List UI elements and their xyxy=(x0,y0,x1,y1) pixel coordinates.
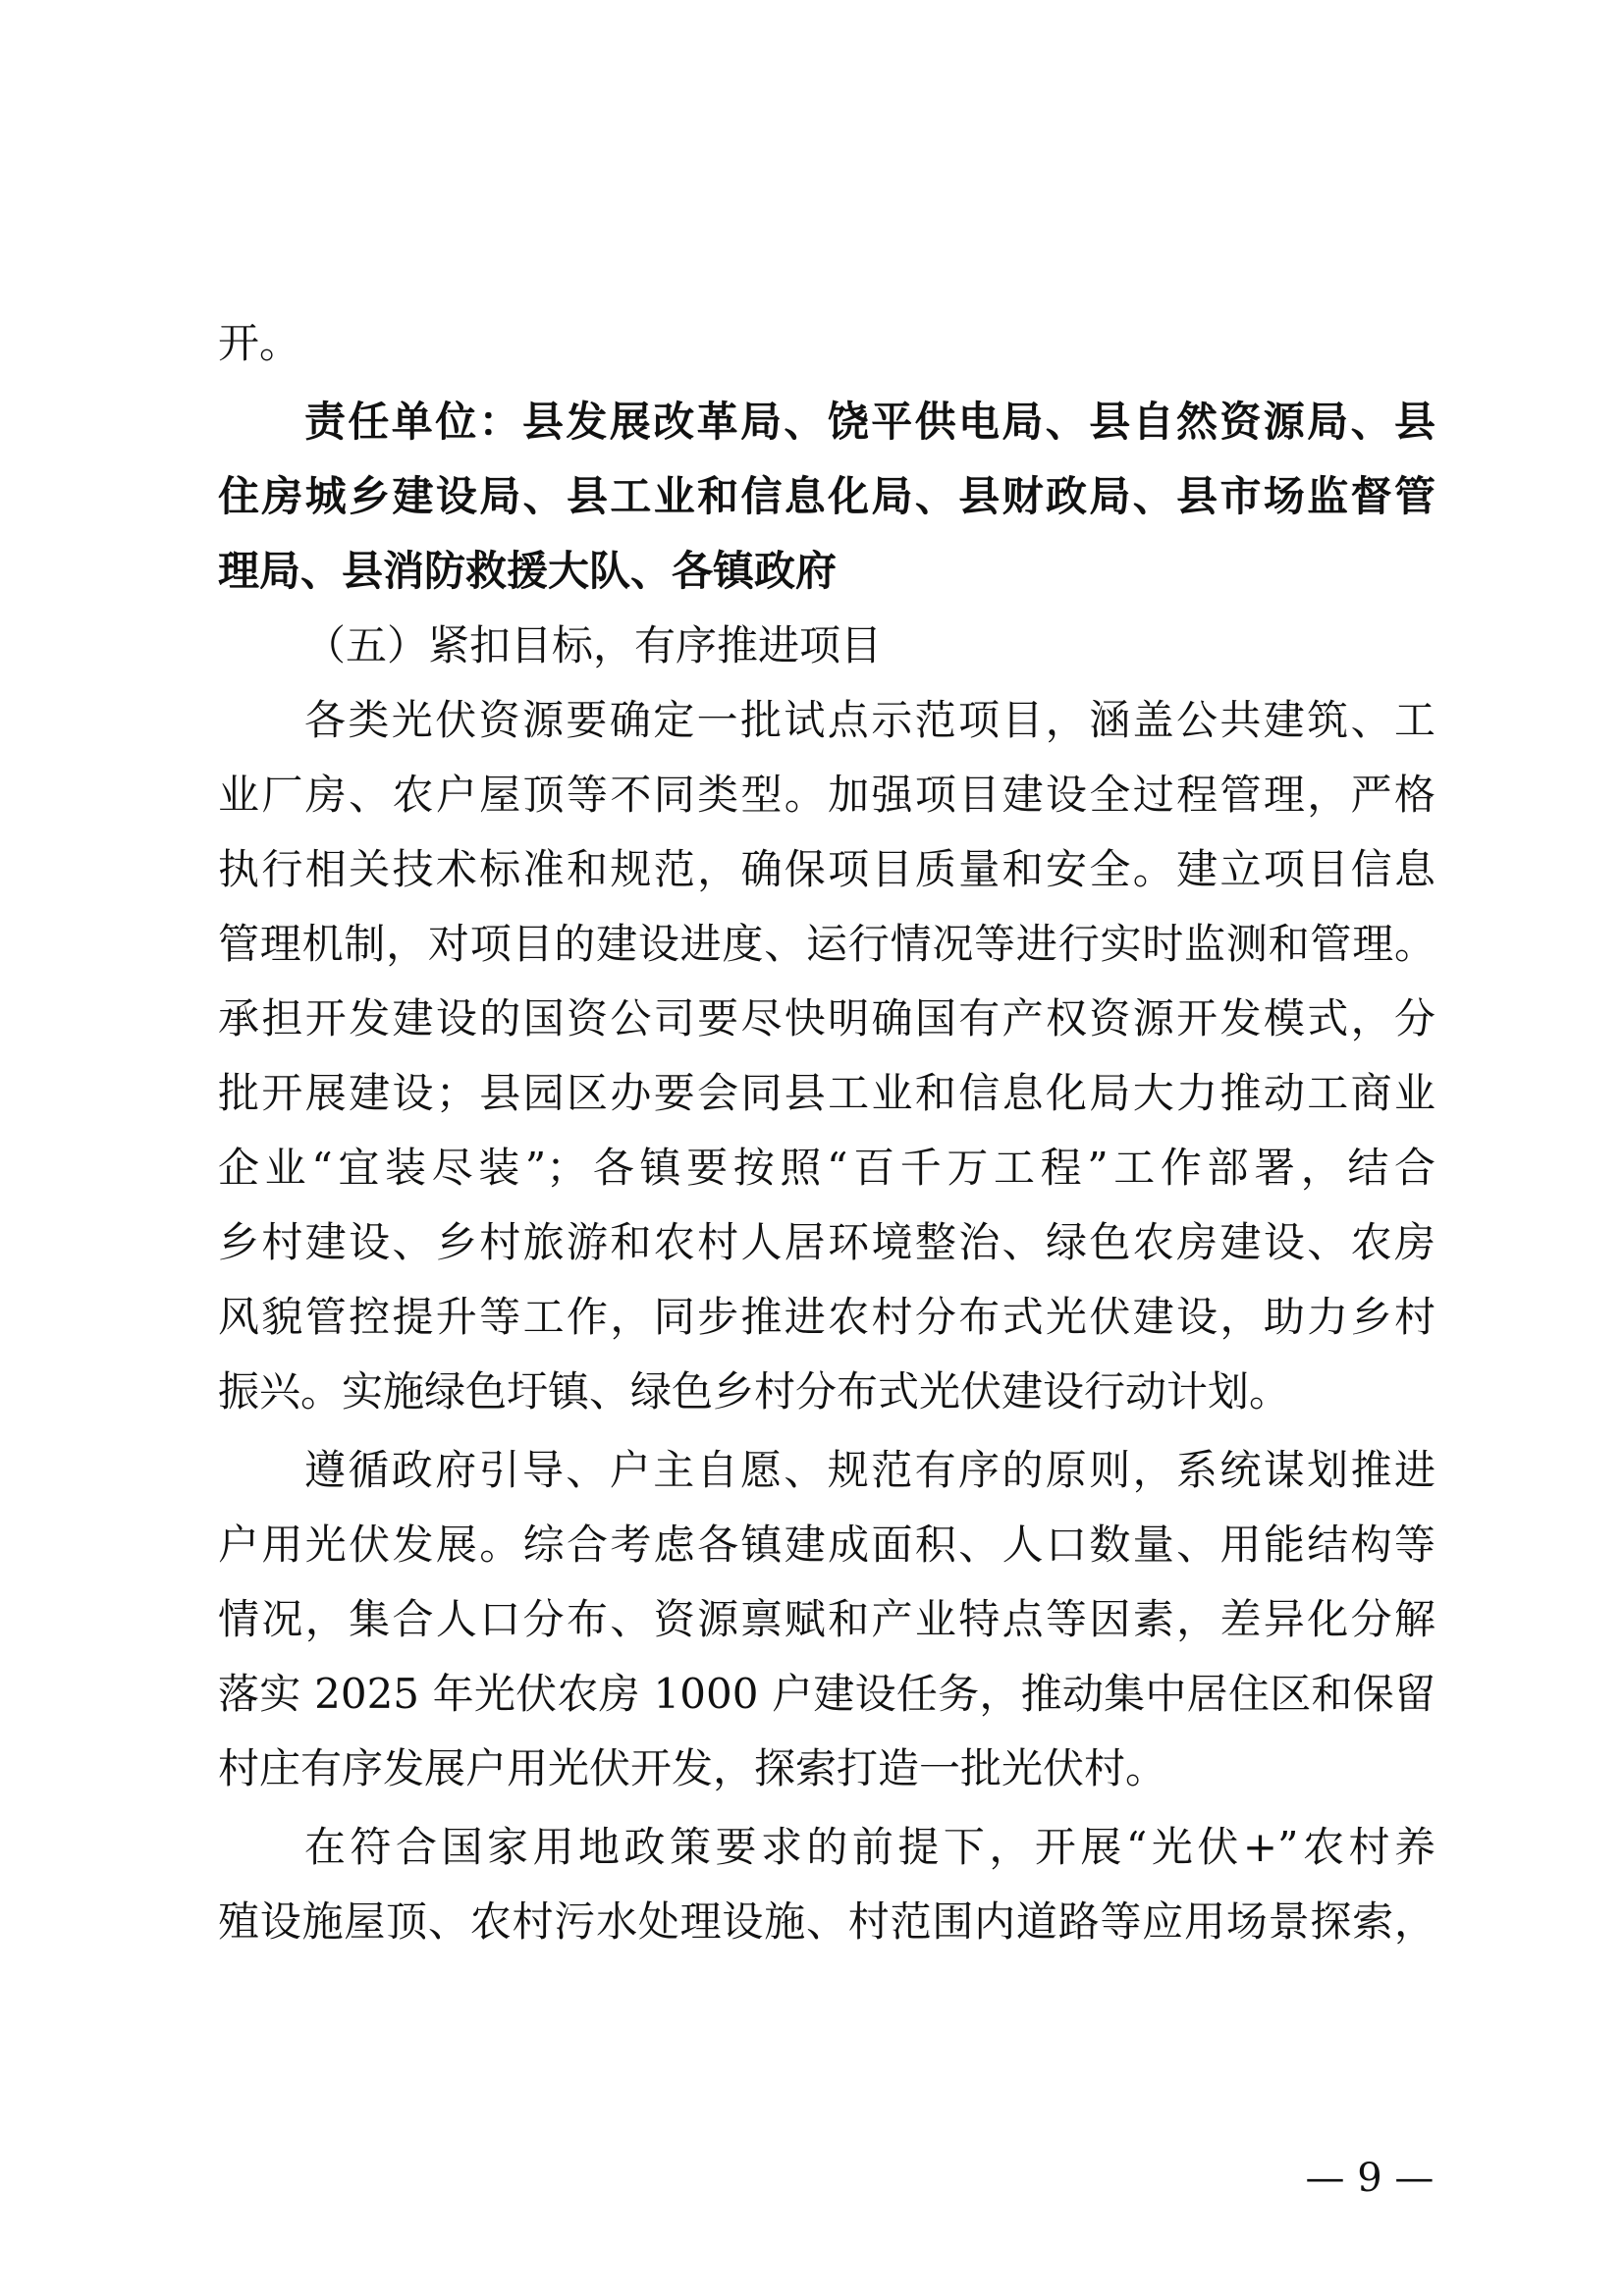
paragraph-line: 户用光伏发展。综合考虑各镇建成面积、人口数量、用能结构等 xyxy=(218,1521,1435,1569)
paragraph-line: 落实 2025 年光伏农房 1000 户建设任务，推动集中居住区和保留 xyxy=(218,1670,1435,1718)
paragraph-line: 批开展建设；县园区办要会同县工业和信息化局大力推动工商业 xyxy=(218,1069,1435,1117)
paragraph-line: 业厂房、农户屋顶等不同类型。加强项目建设全过程管理，严格 xyxy=(218,771,1435,819)
paragraph-line: 管理机制，对项目的建设进度、运行情况等进行实时监测和管理。 xyxy=(218,920,1435,968)
section-heading: （五）紧扣目标，有序推进项目 xyxy=(304,621,883,669)
paragraph-line: 企业“宜装尽装”；各镇要按照“百千万工程”工作部署，结合 xyxy=(218,1144,1435,1192)
intro-fragment: 开。 xyxy=(218,319,301,367)
paragraph-line: 风貌管控提升等工作，同步推进农村分布式光伏建设，助力乡村 xyxy=(218,1293,1435,1341)
paragraph-line: 遵循政府引导、户主自愿、规范有序的原则，系统谋划推进 xyxy=(304,1446,1435,1494)
paragraph-line: 在符合国家用地政策要求的前提下，开展“光伏+”农村养 xyxy=(304,1823,1435,1871)
responsibility-line: 责任单位：县发展改革局、饶平供电局、县自然资源局、县 xyxy=(304,398,1435,446)
responsibility-line: 住房城乡建设局、县工业和信息化局、县财政局、县市场监督管 xyxy=(218,472,1435,520)
paragraph-line: 各类光伏资源要确定一批试点示范项目，涵盖公共建筑、工 xyxy=(304,696,1435,744)
responsibility-line: 理局、县消防救援大队、各镇政府 xyxy=(218,547,838,595)
paragraph-line: 殖设施屋顶、农村污水处理设施、村范围内道路等应用场景探索， xyxy=(218,1897,1435,1946)
paragraph-line: 乡村建设、乡村旅游和农村人居环境整治、绿色农房建设、农房 xyxy=(218,1218,1435,1266)
page-number: — 9 — xyxy=(1305,2156,1435,2201)
paragraph-line: 村庄有序发展户用光伏开发，探索打造一批光伏村。 xyxy=(218,1744,1167,1792)
paragraph-line: 振兴。实施绿色圩镇、绿色乡村分布式光伏建设行动计划。 xyxy=(218,1367,1291,1415)
paragraph-line: 执行相关技术标准和规范，确保项目质量和安全。建立项目信息 xyxy=(218,845,1435,893)
paragraph-line: 情况，集合人口分布、资源禀赋和产业特点等因素，差异化分解 xyxy=(218,1595,1435,1643)
paragraph-line: 承担开发建设的国资公司要尽快明确国有产权资源开发模式，分 xyxy=(218,994,1435,1042)
